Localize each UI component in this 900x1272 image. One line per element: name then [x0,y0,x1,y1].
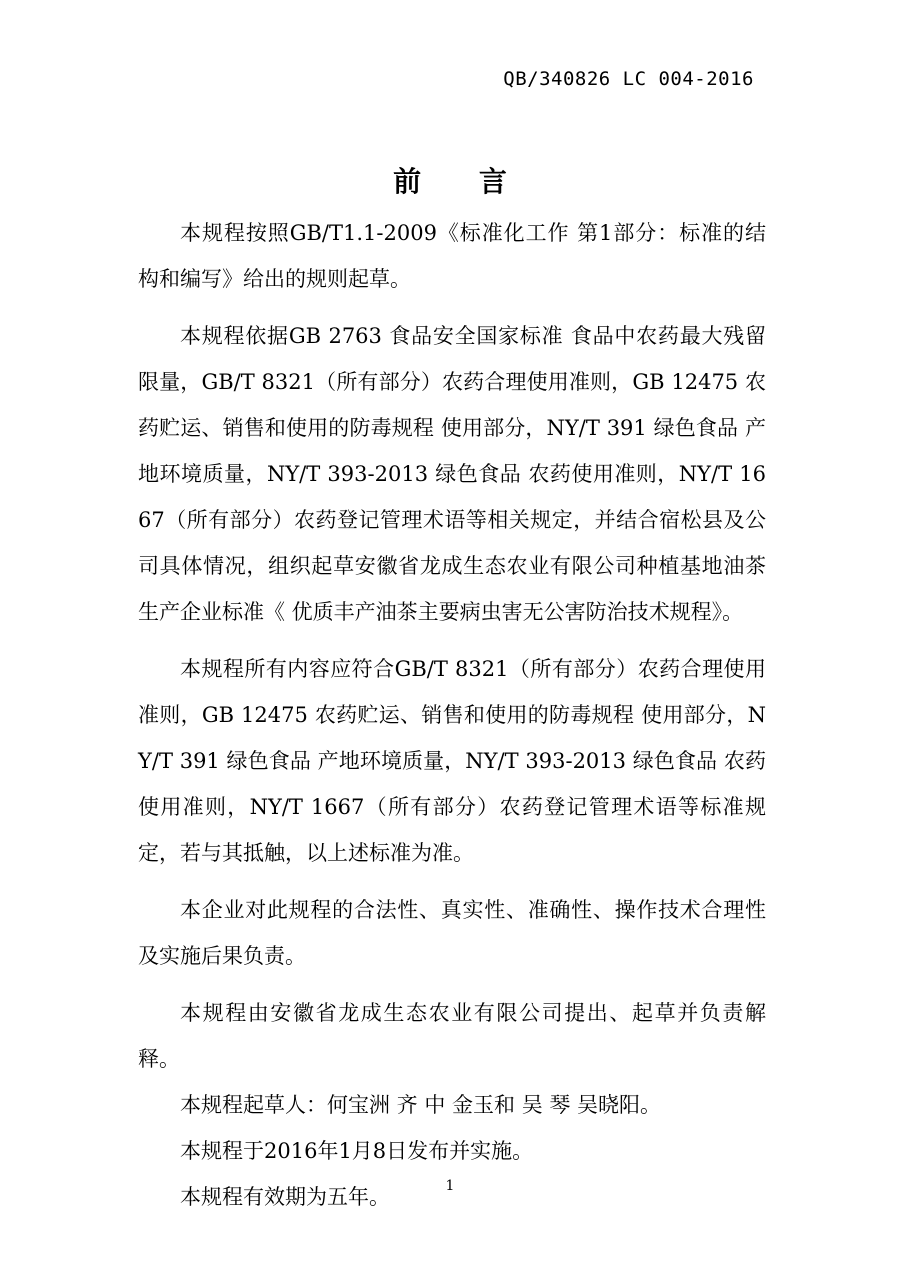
page-number: 1 [445,1178,455,1194]
paragraph-release-date: 本规程于2016年1月8日发布并实施。 [180,1139,534,1163]
paragraph-proposer: 本规程由安徽省龙成生态农业有限公司提出、起草并负责解释。 [138,1001,766,1071]
paragraph-basis: 本规程依据GB 2763 食品安全国家标准 食品中农药最大残留限量，GB/T 8321（所有部分）农药合理使用准则，GB 12475 农药贮运、销售和使用的防毒规程 使用部分，NY/T 391 绿色食品 产地环境质量，NY/T 393-2013 绿色食品 农药使用准则，NY/T 1667（所有部分）农药登记管理术语等相关规定，并结合宿松县及公司具体情况，组织起草安徽省龙成生态农业有限公司种植基地油茶生产企业标准《 优质丰产油茶主要病虫害无公害防治技术规程》。 [138,324,766,624]
paragraph-drafters: 本规程起草人：何宝洲 齐 中 金玉和 吴 琴 吴晓阳。 [180,1093,662,1117]
page-title: 前 言 [393,165,531,198]
document-body [138,210,766,1220]
paragraph-compliance: 本规程所有内容应符合GB/T 8321（所有部分）农药合理使用准则，GB 12475 农药贮运、销售和使用的防毒规程 使用部分，NY/T 391 绿色食品 产地环境质量，NY/T 393-2013 绿色食品 农药使用准则，NY/T 1667（所有部分）农药登记管理术语等标准规定，若与其抵触，以上述标准为准。 [138,657,766,865]
paragraph-validity: 本规程有效期为五年。 [180,1185,390,1209]
paragraph-drafting-rules: 本规程按照GB/T1.1-2009《标准化工作 第1部分：标准的结构和编写》给出的规则起草。 [138,221,766,291]
paragraph-responsibility: 本企业对此规程的合法性、真实性、准确性、操作技术合理性及实施后果负责。 [138,898,766,968]
document-code: QB/340826 LC 004-2016 [503,68,754,90]
